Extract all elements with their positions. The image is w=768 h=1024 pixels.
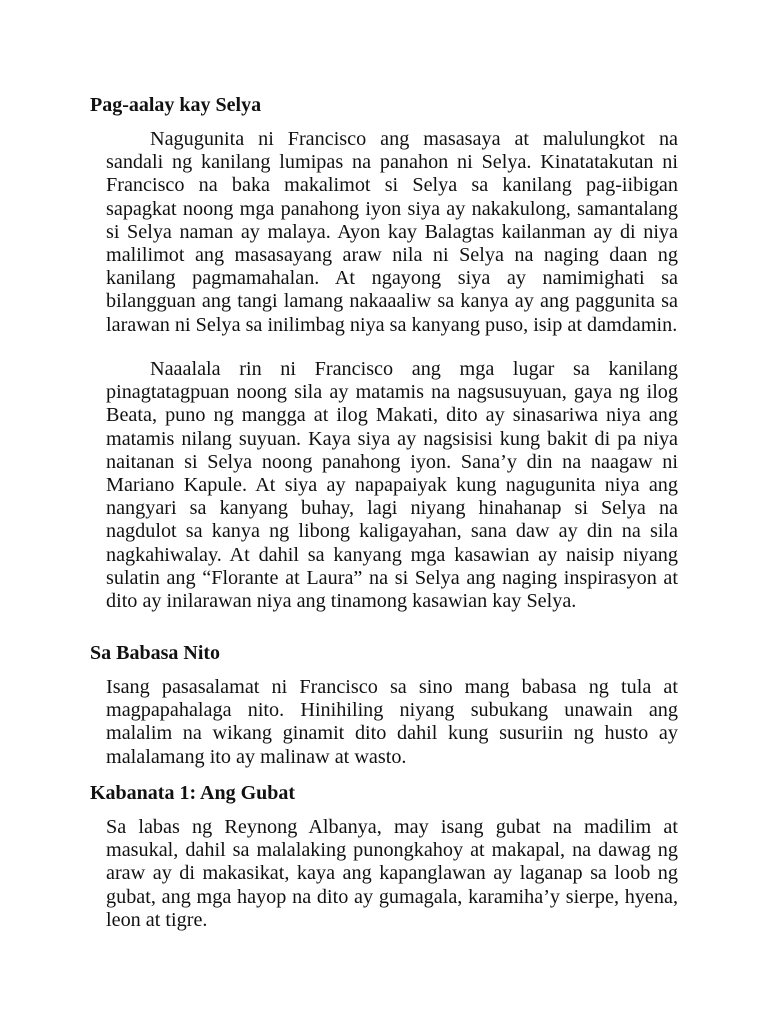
paragraph-pag-aalay-2: Naaalala rin ni Francisco ang mga lugar sa kanilang pinagtatagpuan noong sila ay matamis na nagsusuyuan, gaya ng ilog Beata, puno ng mangga at ilog Makati, dito ay sinasariwa niya ang matamis nilang suyuan. Kaya siya ay nagsisisi kung bakit di pa niya naitanan si Selya noong panahong iyon. Sana’y din na naagaw ni Mariano Kapule. At siya ay napapaiyak kung nagugunita niya ang nangyari sa kanyang buhay, lagi niyang hinahanap si Selya na nagdulot sa kanya ng libong kaligayahan, sana daw ay din na sila nagkahiwalay. At dahil sa kanyang mga kasawian ay naisip niyang sulatin ang “Florante at Laura” na si Selya ang naging inspirasyon at dito ay inilarawan niya ang tinamong kasawian kay Selya. bbox=[106, 358, 678, 613]
section-heading-kabanata-1: Kabanata 1: Ang Gubat bbox=[90, 782, 296, 804]
paragraph-pag-aalay-1: Nagugunita ni Francisco ang masasaya at malulungkot na sandali ng kanilang lumipas na panahon ni Selya. Kinatatakutan ni Francisco na baka makalimot si Selya sa kanilang pag-iibigan sapagkat noong mga panahong iyon siya ay nakakulong, samantalang si Selya naman ay malaya. Ayon kay Balagtas kailanman ay di niya malilimot ang masasayang araw nila ni Selya na naging daan ng kanilang pagmamahalan. At ngayong siya ay namimighati sa bilangguan ang tangi lamang nakaaaliw sa kanya ay ang paggunita sa larawan ni Selya sa inilimbag niya sa kanyang puso, isip at damdamin. bbox=[106, 128, 678, 336]
section-heading-pag-aalay: Pag-aalay kay Selya bbox=[90, 94, 262, 116]
section-heading-sa-babasa-nito: Sa Babasa Nito bbox=[90, 642, 221, 664]
paragraph-sa-babasa-nito: Isang pasasalamat ni Francisco sa sino mang babasa ng tula at magpapahalaga nito. Hinihiling niyang subukang unawain ang malalim na wikang ginamit dito dahil kung susuriin ng husto ay malalamang ito ay malinaw at wasto. bbox=[106, 676, 678, 768]
paragraph-kabanata-1: Sa labas ng Reynong Albanya, may isang gubat na madilim at masukal, dahil sa malalaking punongkahoy at makapal, na dawag ng araw ay di makasikat, kaya ang kapanglawan ay laganap sa loob ng gubat, ang mga hayop na dito ay gumagala, karamiha’y sierpe, hyena, leon at tigre. bbox=[106, 816, 678, 931]
